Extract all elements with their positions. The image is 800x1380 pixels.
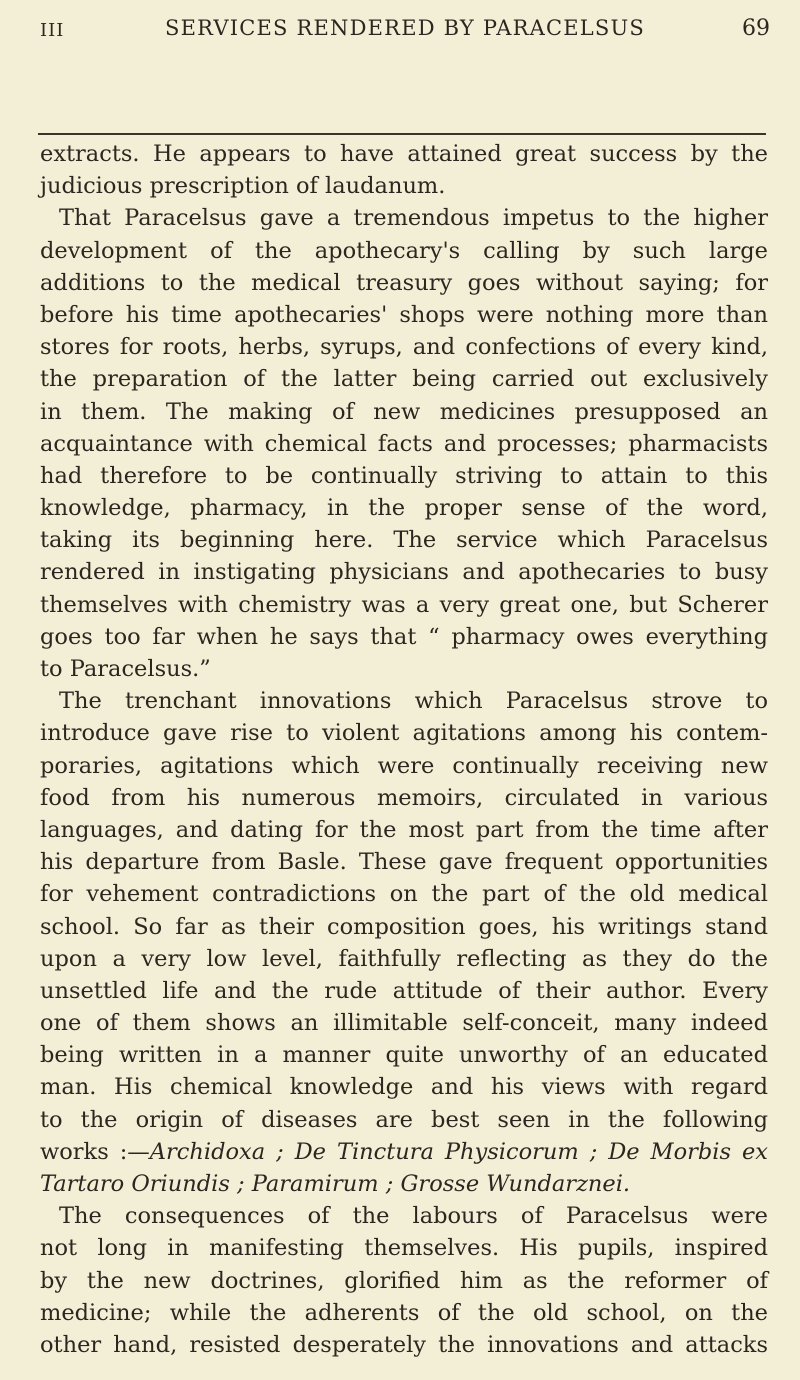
text-line: That Paracelsus gave a tremendous impetus to the higher [59, 205, 768, 232]
works-list-line [40, 1136, 768, 1168]
text-line: upon a very low level, faithfully reflecting as they do the [40, 945, 768, 972]
text-line: to Paracelsus.” [40, 656, 211, 682]
text-line: medicine; while the adherents of the old school, on the [40, 1299, 768, 1326]
text-line: school. So far as their composition goes, his writings stand [40, 913, 768, 940]
text-line: poraries, agitations which were continually receiving new [40, 752, 768, 779]
text-line: The consequences of the labours of Paracelsus were [59, 1203, 768, 1230]
works-lead: works :— [40, 1138, 150, 1165]
work-title: De Tinctura Physicorum [294, 1138, 579, 1165]
text-line: had therefore to be continually striving to attain to this [40, 462, 768, 489]
text-line: The trenchant innovations which Paracelsus strove to [59, 688, 768, 715]
text-line: food from his numerous memoirs, circulated in various [40, 784, 768, 811]
text-line: extracts. He appears to have attained great success by the [40, 141, 768, 167]
text-line: being written in a manner quite unworthy of an educated [40, 1042, 768, 1069]
text-line: for vehement contradictions on the part of the old medical [40, 881, 768, 908]
text-line: his departure from Basle. These gave frequent opportunities [40, 849, 768, 876]
page-number: 69 [742, 16, 770, 41]
text-line: by the new doctrines, glorified him as the reformer of [40, 1267, 768, 1294]
works-list-line [40, 1168, 768, 1200]
text-line: judicious prescription of laudanum. [40, 173, 446, 200]
text-line: the preparation of the latter being carried out exclusively [40, 366, 768, 393]
work-titles: Tartaro Oriundis ; Paramirum ; Grosse Wundarznei. [40, 1171, 631, 1197]
text-line: unsettled life and the rude attitude of their author. Every [40, 977, 768, 1004]
text-line: not long in manifesting themselves. His pupils, inspired [40, 1235, 768, 1262]
text-line: in them. The making of new medicines presupposed an [40, 398, 768, 425]
text-line: man. His chemical knowledge and his views with regard [40, 1074, 768, 1101]
page-header [40, 16, 770, 52]
text-line: before his time apothecaries' shops were nothing more than [40, 301, 768, 328]
separator: ; [265, 1138, 295, 1165]
text-line: to the origin of diseases are best seen in the following [40, 1106, 768, 1133]
text-line: other hand, resisted desperately the innovations and attacks [40, 1331, 768, 1358]
text-line: knowledge, pharmacy, in the proper sense of the word, [40, 495, 768, 522]
work-title: De Morbis ex [608, 1138, 768, 1165]
text-line: additions to the medical treasury goes without saying; for [40, 269, 768, 296]
running-title: SERVICES RENDERED BY PARACELSUS [165, 16, 645, 40]
work-title: Archidoxa [149, 1138, 266, 1165]
text-line: themselves with chemistry was a very great one, but Scherer [40, 591, 768, 618]
text-line: acquaintance with chemical facts and processes; pharmacists [40, 430, 768, 457]
text-line: introduce gave rise to violent agitations among his contem- [40, 720, 768, 747]
text-line: development of the apothecary's calling by such large [40, 237, 768, 264]
body-text [40, 138, 768, 1361]
separator: ; [578, 1138, 609, 1165]
text-line: taking its beginning here. The service which Paracelsus [40, 527, 768, 554]
header-rule [38, 133, 766, 135]
text-line: languages, and dating for the most part from the time after [40, 816, 768, 843]
text-line: one of them shows an illimitable self-conceit, many indeed [40, 1010, 768, 1037]
chapter-number: III [40, 20, 65, 41]
text-line: stores for roots, herbs, syrups, and confections of every kind, [40, 334, 768, 361]
text-line: rendered in instigating physicians and apothecaries to busy [40, 559, 768, 586]
text-line: goes too far when he says that “ pharmacy owes everything [40, 623, 768, 650]
